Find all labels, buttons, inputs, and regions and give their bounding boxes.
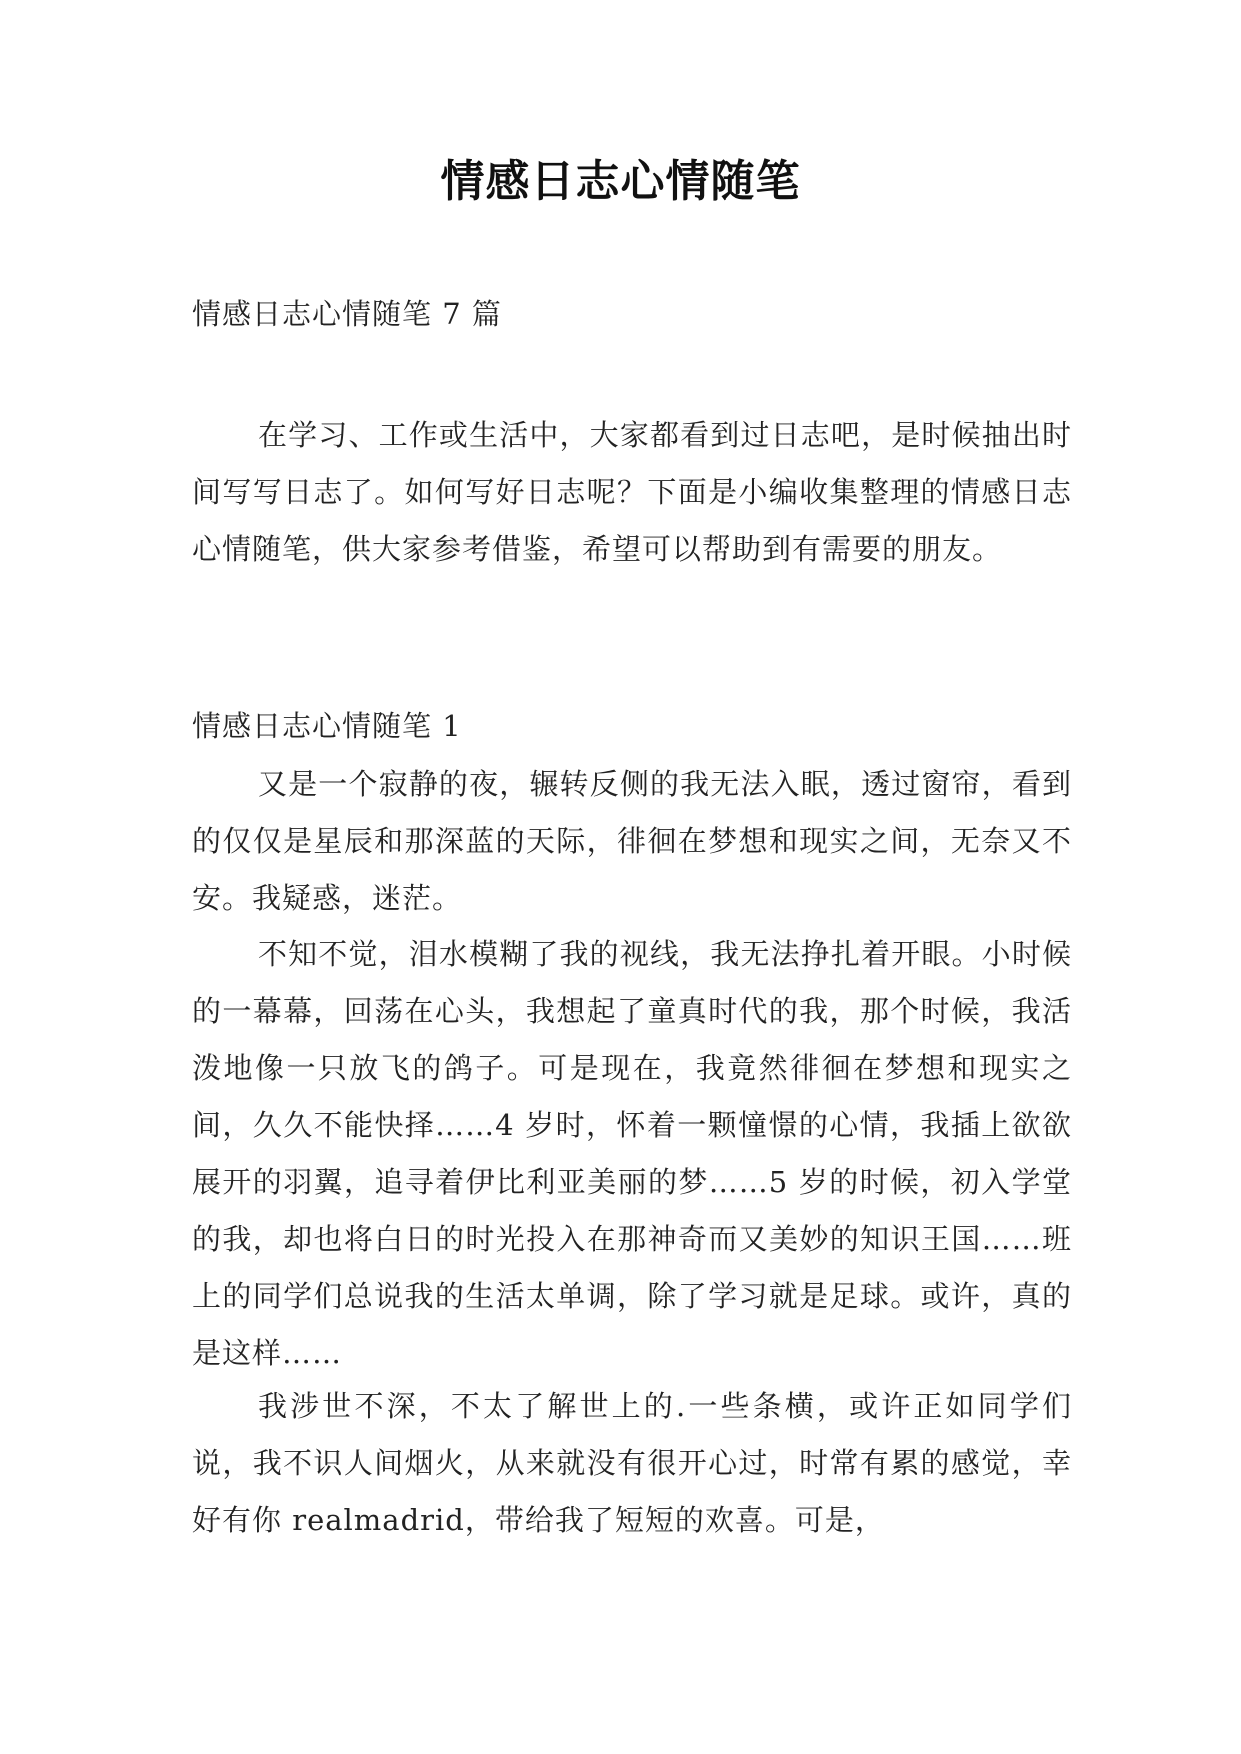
document-title: 情感日志心情随笔 [440, 156, 801, 207]
intro-paragraph: 在学习、工作或生活中，大家都看到过日志吧，是时候抽出时间写写日志了。如何写好日志呢？下面是小编收集整理的情感日志心情随笔，供大家参考借鉴，希望可以帮助到有需要的朋友。 [192, 418, 1072, 566]
document-subtitle: 情感日志心情随笔 7 篇 [192, 297, 502, 331]
body-paragraph: 不知不觉，泪水模糊了我的视线，我无法挣扎着开眼。小时候的一幕幕，回荡在心头，我想起了童真时代的我，那个时候，我活泼地像一只放飞的鸽子。可是现在，我竟然徘徊在梦想和现实之间，久久不能快择……4 岁时，怀着一颗憧憬的心情，我插上欲欲展开的羽翼，追寻着伊比利亚美丽的梦……5 岁的时候，初入学堂的我，却也将白日的时光投入在那神奇而又美妙的知识王国……班上的同学们总说我的生活太单调，除了学习就是足球。或许，真的是这样…… [192, 937, 1072, 1370]
body-paragraph: 我涉世不深，不太了解世上的.一些条横，或许正如同学们说，我不识人间烟火，从来就没有很开心过，时常有累的感觉，幸好有你 realmadrid，带给我了短短的欢喜。可是， [192, 1389, 1072, 1537]
section-heading: 情感日志心情随笔 1 [192, 709, 462, 743]
body-paragraph: 又是一个寂静的夜，辗转反侧的我无法入眠，透过窗帘，看到的仅仅是星辰和那深蓝的天际，徘徊在梦想和现实之间，无奈又不安。我疑惑，迷茫。 [192, 767, 1072, 915]
